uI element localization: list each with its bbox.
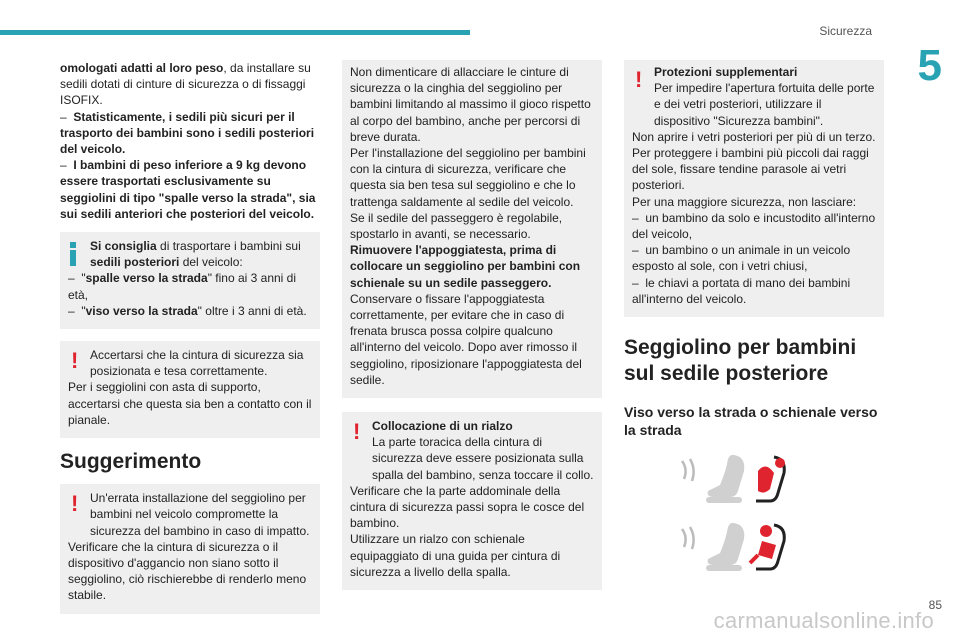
warning-icon: ! (71, 491, 79, 517)
section-heading: Seggiolino per bambini sul sedile posteriore (624, 336, 857, 386)
warning-box: ! Un'errata installazione del seggiolino per bambini nel veicolo compromette la sicurezza del bambino in caso di impatto. Verificare che la cintura di sicurezza o il dispositivo d'aggancio non siano sotto il seggiolino, ciò rischierebbe di renderlo meno stabile. (60, 484, 320, 613)
warning-icon: ! (71, 348, 79, 374)
seat-facing-forward-icon (682, 523, 784, 571)
info-icon (70, 242, 76, 266)
section-heading: Suggerimento (60, 450, 202, 474)
column-2 (342, 60, 602, 590)
info-box: Si consiglia di trasportare i bambini sui sedili posteriori del veicolo: – "spalle verso la strada" fino ai 3 anni di età, – "viso verso la strada" oltre i 3 anni di età. (60, 232, 320, 329)
list-item: – "spalle verso la strada" fino ai 3 anni di età, (68, 271, 297, 302)
child-seat-illustration (674, 451, 824, 581)
warning-icon: ! (353, 419, 361, 445)
list-item: – "viso verso la strada" oltre i 3 anni di età. (68, 303, 307, 318)
chapter-number: 5 (917, 41, 942, 90)
warning-icon: ! (635, 67, 643, 92)
bullet-item: – Statisticamente, i sedili più sicuri per il trasporto dei bambini sono i sedili posteriori del veicolo. (60, 109, 315, 157)
bullet-item: – I bambini di peso inferiore a 9 kg devono essere trasportati esclusivamente su seggiolini di tipo "spalle verso la strada", sia sui sedili anteriori che posteriori del veicolo. (60, 158, 316, 221)
column-3 (624, 60, 884, 585)
section-title: Sicurezza (819, 24, 872, 38)
warning-box: ! Protezioni supplementari Per impedire l'apertura fortuita delle porte e dei vetri posteriori, utilizzare il dispositivo "Sicurezza bambini". Non aprire i vetri posteriori per più di un terzo. Per proteggere i bambini più piccoli dai raggi del sole, fissare tendine parasole ai vetri posteriori. Per una maggiore sicurezza, non lasciare: – un bambino da solo e incustodito all'interno del veicolo, – un bambino o un animale in un veicolo esposto al sole, con i vetri chiusi, – le chiavi a portata di mano dei bambini all'interno del veicolo. (624, 60, 884, 317)
seat-facing-rear-icon (682, 455, 785, 503)
page-number: 85 (928, 598, 942, 612)
note-box: Non dimenticare di allacciare le cinture di sicurezza o la cinghia del seggiolino per bambini limitando al massimo il gioco rispetto al corpo del bambino, anche per percorsi di breve durata. Per l'installazione del seggiolino per bambini con la cintura di sicurezza, verificare che questa sia ben tesa sul seggiolino e che lo trattenga saldamente al sedile del veicolo. Se il sedile del passeggero è regolabile, spostarlo in avanti, se necessario. Rimuovere l'appoggiatesta, prima di collocare un seggiolino per bambini con schienale su un sedile passeggero. Conservare o fissare l'appoggiatesta correttamente, per evitare che in caso di frenata brusca possa colpire qualcuno all'interno del veicolo. Dopo aver rimosso il seggiolino, riposizionare l'appoggiatesta del sedile. (342, 60, 602, 398)
sub-heading: Viso verso la strada o schienale verso la strada (624, 404, 878, 439)
list-item: – un bambino o un animale in un veicolo esposto al sole, con i vetri chiusi, (632, 243, 851, 274)
intro-paragraph: omologati adatti al loro peso, da installare su sedili dotati di cinture di sicurezza o di fissaggi ISOFIX. (60, 61, 311, 108)
header-accent-bar (0, 30, 470, 35)
list-item: – un bambino da solo e incustodito all'interno del veicolo, (632, 210, 876, 242)
column-1 (60, 60, 320, 614)
list-item: – le chiavi a portata di mano dei bambini all'interno del veicolo. (632, 275, 851, 306)
watermark: carmanualsonline.info (713, 608, 934, 633)
warning-box: ! Accertarsi che la cintura di sicurezza sia posizionata e tesa correttamente. Per i seggiolini con asta di supporto, accertarsi che questa sia ben a contatto con il pianale. (60, 341, 320, 438)
warning-box: ! Collocazione di un rialzo La parte toracica della cintura di sicurezza deve essere posizionata sulla spalla del bambino, senza toccare il collo. Verificare che la parte addominale della cintura di sicurezza passi sopra le cosce del bambino. Utilizzare un rialzo con schienale equipaggiato di una guida per cintura di sicurezza a livello della spalla. (342, 412, 602, 590)
